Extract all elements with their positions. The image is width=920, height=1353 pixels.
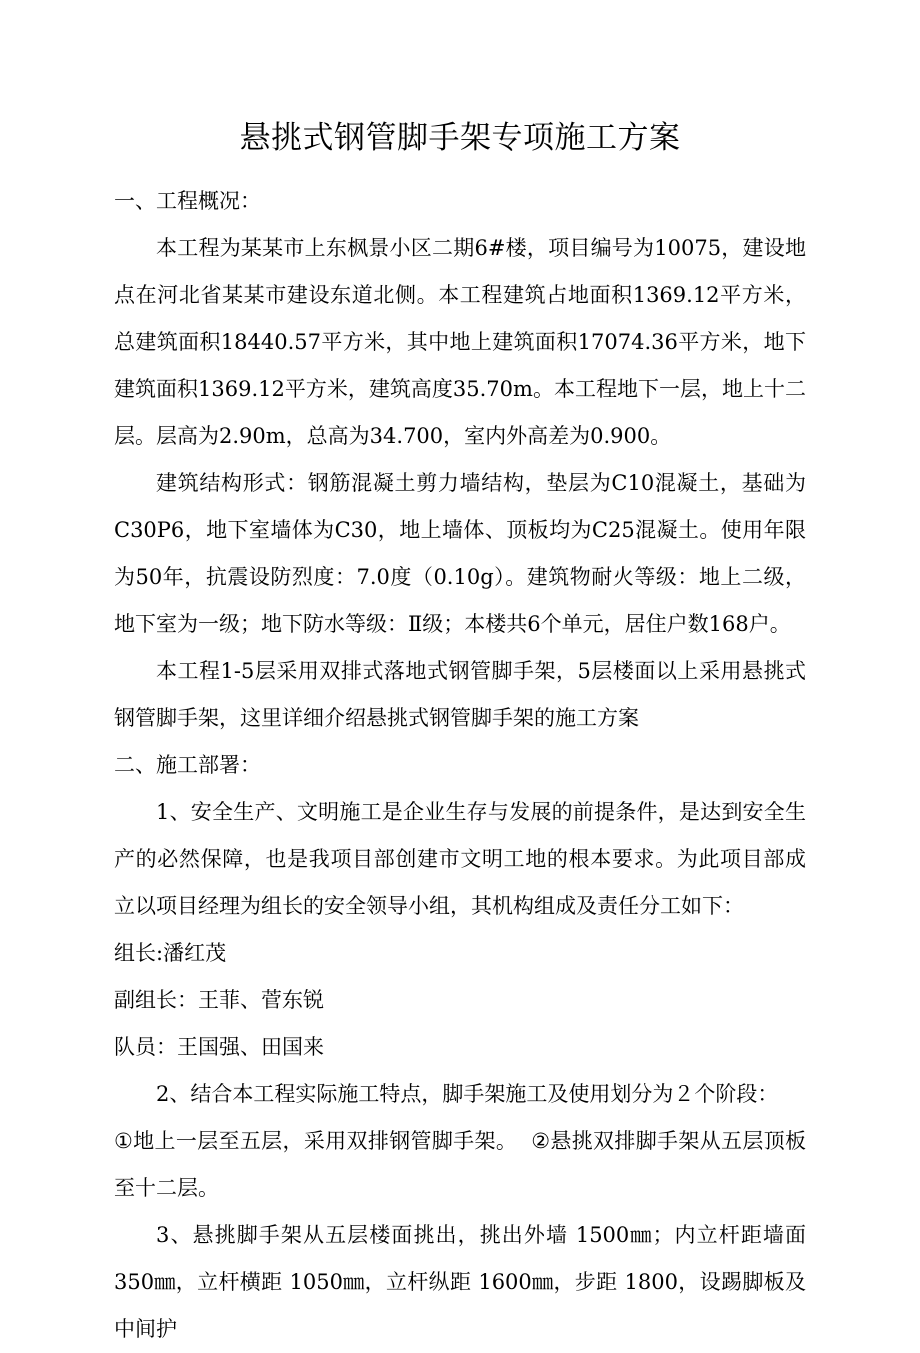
document-body bbox=[114, 178, 806, 1353]
deployment-paragraph-2: 2、结合本工程实际施工特点，脚手架施工及使用划分为２个阶段： bbox=[156, 1082, 779, 1106]
overview-paragraph-2: 建筑结构形式：钢筋混凝土剪力墙结构，垫层为C10混凝土，基础为C30P6，地下室墙体为C30，地上墙体、顶板均为C25混凝土。使用年限为50年，抗震设防烈度：7.0度（0.10g）。建筑物耐火等级：地上二级，地下室为一级；地下防水等级：Ⅱ级；本楼共6个单元，居住户数168户。 bbox=[114, 471, 806, 636]
team-members: 队员：王国强、田国来 bbox=[114, 1035, 324, 1059]
deployment-paragraph-3: 3、悬挑脚手架从五层楼面挑出，挑出外墙 1500㎜；内立杆距墙面 350㎜，立杆横距 1050㎜，立杆纵距 1600㎜，步距 1800，设踢脚板及中间护 bbox=[114, 1223, 806, 1341]
document-title: 悬挑式钢管脚手架专项施工方案 bbox=[239, 120, 681, 156]
deployment-heading: 二、施工部署： bbox=[114, 753, 261, 777]
overview-paragraph-3: 本工程1-5层采用双排式落地式钢管脚手架，5层楼面以上采用悬挑式钢管脚手架，这里详细介绍悬挑式钢管脚手架的施工方案 bbox=[114, 659, 806, 730]
overview-heading: 一、工程概况： bbox=[114, 189, 261, 213]
stage-2-marker: ② bbox=[531, 1129, 551, 1153]
team-leader: 组长:潘红茂 bbox=[114, 941, 227, 965]
overview-paragraph-1: 本工程为某某市上东枫景小区二期6#楼，项目编号为10075，建设地点在河北省某某市建设东道北侧。本工程建筑占地面积1369.12平方米，总建筑面积18440.57平方米，其中地上建筑面积17074.36平方米，地下建筑面积1369.12平方米，建筑高度35.70m。本工程地下一层，地上十二层。层高为2.90m，总高为34.700，室内外高差为0.900。 bbox=[114, 236, 806, 448]
stage-1-text: 地上一层至五层，采用双排钢管脚手架。 bbox=[133, 1129, 518, 1153]
deployment-stages bbox=[114, 1118, 806, 1212]
team-deputy-leader: 副组长：王菲、菅东锐 bbox=[114, 988, 324, 1012]
stage-2-text: 悬挑双排脚手架从五层顶板至十二层。 bbox=[114, 1129, 807, 1200]
stage-1-marker: ① bbox=[114, 1129, 134, 1153]
deployment-paragraph-1: 1、安全生产、文明施工是企业生存与发展的前提条件，是达到安全生产的必然保障，也是我项目部创建市文明工地的根本要求。为此项目部成立以项目经理为组长的安全领导小组，其机构组成及责任分工如下： bbox=[114, 800, 806, 918]
